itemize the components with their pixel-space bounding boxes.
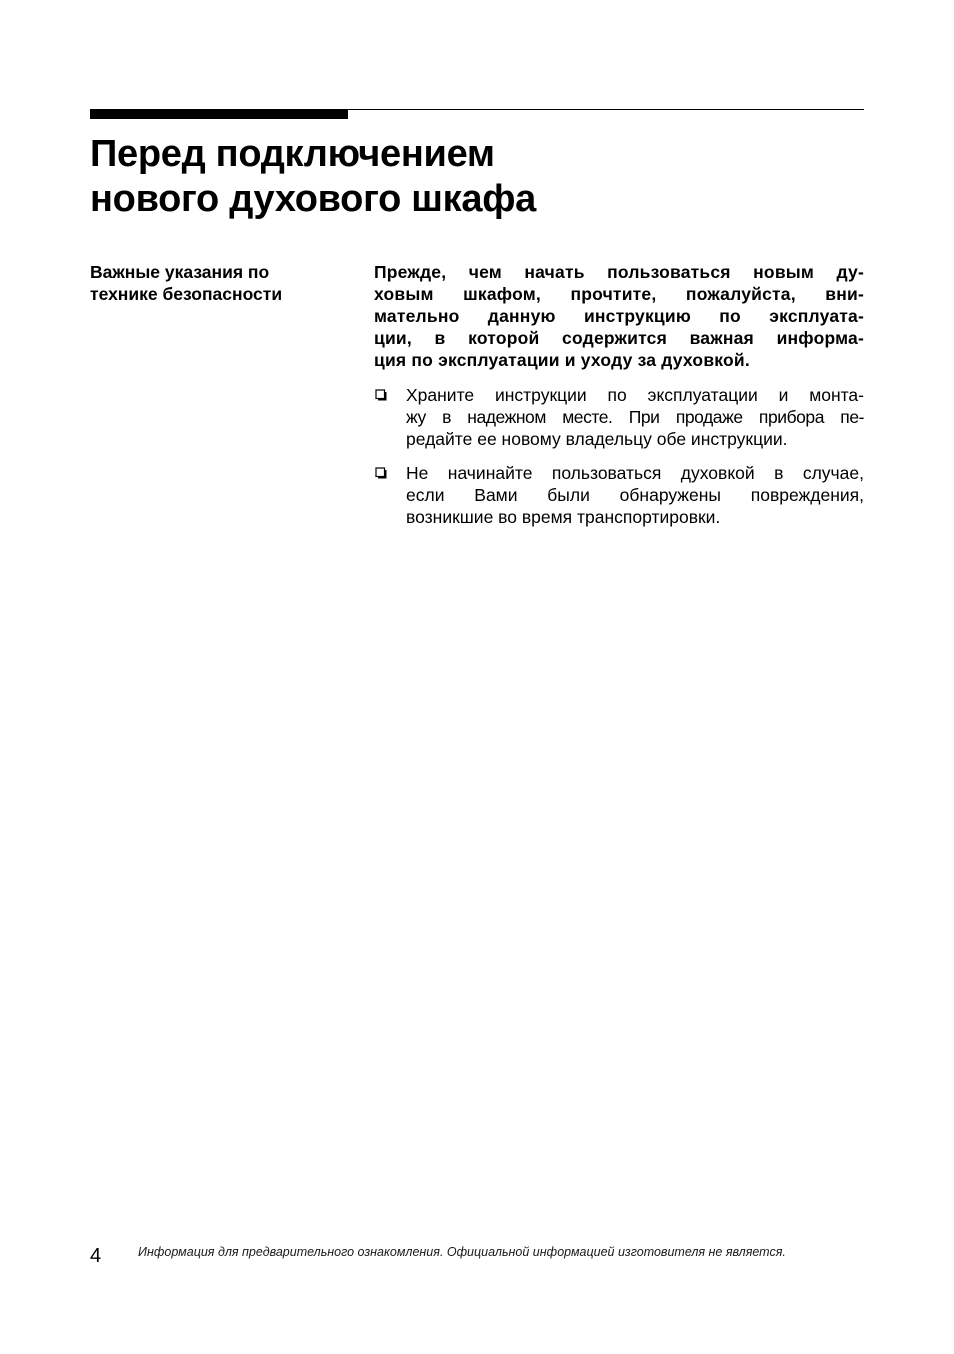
intro-line: ция по эксплуатации и уходу за духовкой.: [374, 350, 750, 370]
safety-list-item-line: Не начинайте пользоваться духовкой в случае,: [406, 463, 864, 483]
main-column: [374, 261, 864, 528]
intro-line: ции, в которой содержится важная информа-: [374, 328, 864, 348]
safety-list: [374, 384, 864, 528]
intro-line: ховым шкафом, прочтите, пожалуйста, вни-: [374, 284, 864, 304]
checkbox-icon: [375, 467, 387, 479]
intro-line: мательно данную инструкцию по эксплуата-: [374, 306, 864, 326]
safety-list-item-text: [406, 462, 864, 528]
section-heading-line: Важные указания по: [90, 262, 270, 282]
intro-paragraph: [374, 261, 864, 371]
safety-list-item: [374, 462, 864, 528]
safety-list-item-line: жу в надежном месте. При продаже прибора пе-: [406, 407, 864, 427]
page-number: 4: [90, 1245, 102, 1267]
safety-list-item-line: редайте ее новому владельцу обе инструкции.: [406, 429, 788, 449]
safety-list-item-text: [406, 384, 864, 450]
footer-disclaimer: Информация для предварительного ознакомления. Официальной информацией изготовителя не является.: [138, 1245, 786, 1259]
page-title-line: Перед подключением: [90, 133, 495, 175]
safety-list-item-line: возникшие во время транспортировки.: [406, 507, 721, 527]
section-heading-line: технике безопасности: [90, 284, 283, 304]
page-title-line: нового духового шкафа: [90, 178, 536, 220]
checkbox-icon: [375, 389, 387, 401]
section-heading: [90, 261, 282, 305]
header-accent-bar: [90, 110, 348, 119]
safety-list-item: [374, 384, 864, 450]
safety-list-item-line: Храните инструкции по эксплуатации и монта-: [406, 385, 864, 405]
intro-line: Прежде, чем начать пользоваться новым ду-: [374, 262, 864, 282]
page-title: [90, 132, 536, 222]
safety-list-item-line: если Вами были обнаружены повреждения,: [406, 485, 864, 505]
